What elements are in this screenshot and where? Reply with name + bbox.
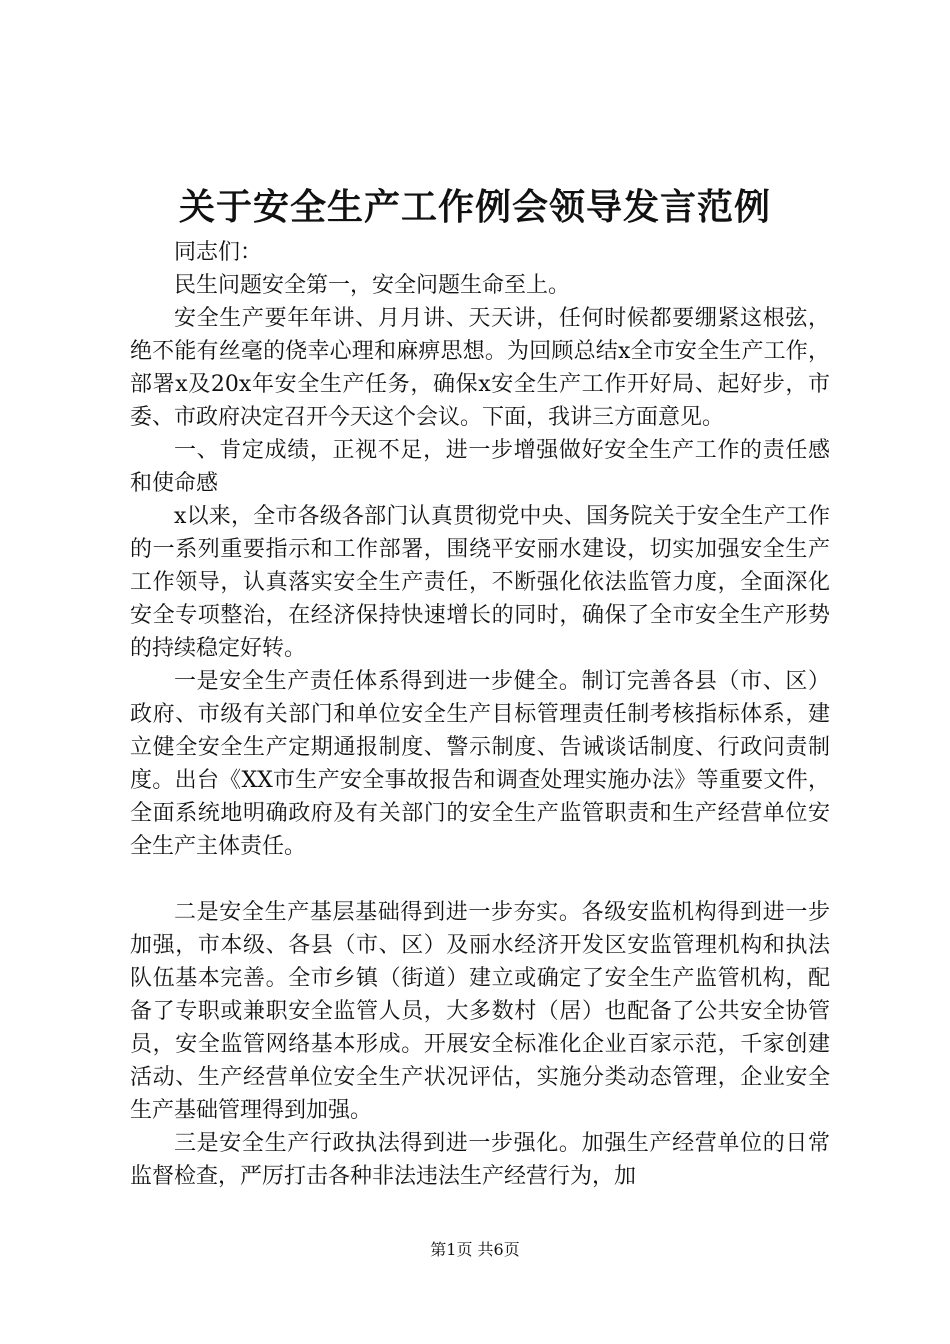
paragraph-opening-line: 民生问题安全第一，安全问题生命至上。 [174, 273, 571, 298]
paragraph-point-one: 一是安全生产责任体系得到进一步健全。制订完善各县（市、区）政府、市级有关部门和单位安全生产目标管理责任制考核指标体系，建立健全安全生产定期通报制度、警示制度、告诫谈话制度、行政问责制度。出台《XX市生产安全事故报告和调查处理实施办法》等重要文件，全面系统地明确政府及有关部门的安全生产监管职责和生产经营单位安全生产主体责任。 [130, 669, 830, 859]
page-footer: 第1页 共6页 [430, 1240, 520, 1259]
paragraph-point-two: 二是安全生产基层基础得到进一步夯实。各级安监机构得到进一步加强，市本级、各县（市、区）及丽水经济开发区安监管理机构和执法队伍基本完善。全市乡镇（街道）建立或确定了安全生产监管机构，配备了专职或兼职安全监管人员，大多数村（居）也配备了公共安全协管员，安全监管网络基本形成。开展安全标准化企业百家示范，千家创建活动、生产经营单位安全生产状况评估，实施分类动态管理，企业安全生产基础管理得到加强。 [130, 900, 830, 1123]
document-body [130, 236, 830, 1193]
paragraph-achievements: x以来，全市各级各部门认真贯彻党中央、国务院关于安全生产工作的一系列重要指示和工作部署，围绕平安丽水建设，切实加强安全生产工作领导，认真落实安全生产责任，不断强化依法监管力度，全面深化安全专项整治，在经济保持快速增长的同时，确保了全市安全生产形势的持续稳定好转。 [130, 504, 830, 661]
paragraph-introduction: 安全生产要年年讲、月月讲、天天讲，任何时候都要绷紧这根弦，绝不能有丝毫的侥幸心理和麻痹思想。为回顾总结x全市安全生产工作，部署x及20x年安全生产任务，确保x安全生产工作开好局、起好步，市委、市政府决定召开今天这个会议。下面，我讲三方面意见。 [130, 306, 830, 430]
paragraph-salutation: 同志们： [174, 240, 263, 265]
section-heading-one: 一、肯定成绩，正视不足，进一步增强做好安全生产工作的责任感和使命感 [130, 438, 830, 496]
paragraph-point-three: 三是安全生产行政执法得到进一步强化。加强生产经营单位的日常监督检查，严厉打击各种非法违法生产经营行为，加 [130, 1131, 830, 1189]
document-title: 关于安全生产工作例会领导发言范例 [178, 186, 771, 228]
